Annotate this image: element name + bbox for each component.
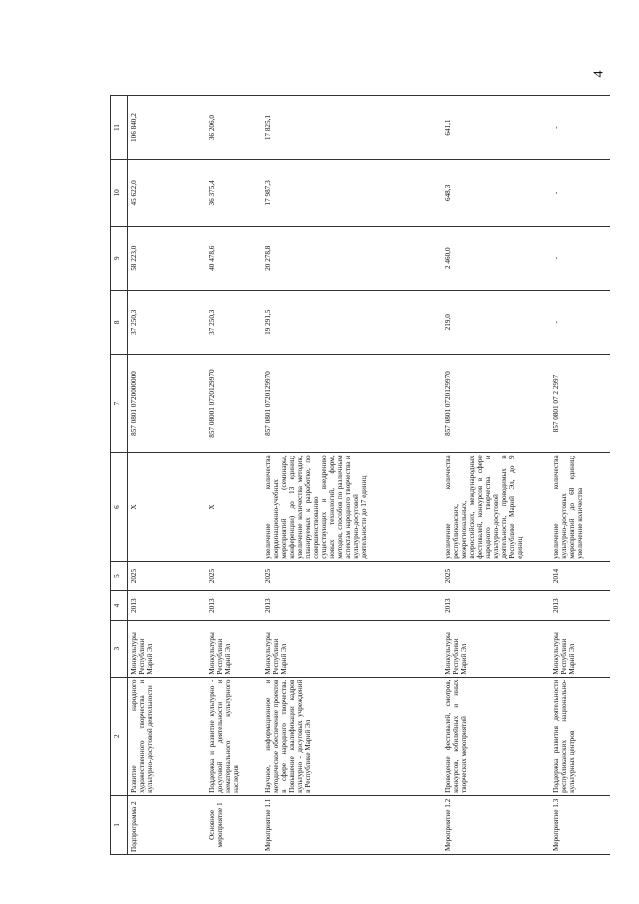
cell-name: Поддержка развития деятельности республиканских национально-культурных центров: [550, 677, 610, 795]
cell-result: увеличение количества координационно-учебных мероприятий (семинары, конференции) до 13 единиц; увеличение количества методик, планируемых к разработке, по совершенствованию существующих и внедрению новых технологий, форм, методов, способов по различным аспектам народного творчества и культурно-досуговой деятельности до 17 единиц: [262, 453, 442, 561]
cell-start: 2013: [262, 591, 442, 621]
cell-status: Мероприятие 1.3: [550, 795, 610, 854]
cell-value: 641,1: [442, 96, 550, 160]
cell-value: 37 250,3: [128, 290, 206, 354]
cell-start: 2013: [206, 591, 262, 621]
cell-value: 17 825,1: [262, 96, 442, 160]
cell-name: Проведение фестивалей, смотров, конкурсов, юбилейных и иных творческих мероприятий: [442, 677, 550, 795]
cell-value: 106 840,2: [128, 96, 206, 160]
cell-code: 857 0801 0720000000: [128, 354, 206, 453]
cell-executor: Минкультуры Республики Марий Эл: [550, 620, 610, 677]
cell-value: 20 278,8: [262, 226, 442, 290]
cell-end: 2025: [442, 561, 550, 591]
cell-end: 2014: [550, 561, 610, 591]
rotated-table-container: [110, 95, 584, 855]
col-header: 2: [111, 677, 128, 795]
cell-end: 2025: [128, 561, 206, 591]
cell-value: 45 622,0: [128, 160, 206, 227]
cell-code: 857 0801 0720129970: [262, 354, 442, 453]
cell-name: Научное, информационное и методическое обеспечение проектов в сфере народного творчества. Повышение квалификации кадров культурно - досуговых учреждений в Республике Марий Эл: [262, 677, 442, 795]
cell-value: 19 291,5: [262, 290, 442, 354]
cell-code: 857 08001 0720129970: [206, 354, 262, 453]
cell-executor: Минкультуры Республики Марий Эл: [128, 620, 206, 677]
col-header: 6: [111, 453, 128, 561]
table-row: [128, 96, 206, 855]
col-header: 9: [111, 226, 128, 290]
cell-status: Подпрограмма 2: [128, 795, 206, 854]
cell-value: -: [550, 226, 610, 290]
table-row: [262, 96, 442, 855]
cell-value: 37 250,3: [206, 290, 262, 354]
cell-status: Мероприятие 1.1: [262, 795, 442, 854]
cell-executor: Минкультуры Республики Марий Эл: [442, 620, 550, 677]
col-header: 5: [111, 561, 128, 591]
cell-value: 648,3: [442, 160, 550, 227]
cell-result: X: [128, 453, 206, 561]
col-header: 11: [111, 96, 128, 160]
cell-value: -: [550, 160, 610, 227]
cell-start: 2013: [442, 591, 550, 621]
col-header: 4: [111, 591, 128, 621]
cell-code: 857 0801 07 2 2997: [550, 354, 610, 453]
table-row: [206, 96, 262, 855]
cell-value: 17 987,3: [262, 160, 442, 227]
cell-result: X: [206, 453, 262, 561]
cell-value: 58 223,0: [128, 226, 206, 290]
col-header: 10: [111, 160, 128, 227]
cell-value: 36 375,4: [206, 160, 262, 227]
cell-name: Поддержка и развитие культурно - досуговой деятельности и нематериального культурного наследия: [206, 677, 262, 795]
page-number: 4: [591, 70, 607, 78]
cell-result: увеличение количества культурно-досуговых мероприятий до 68 единиц; увеличение количества: [550, 453, 610, 561]
cell-start: 2013: [550, 591, 610, 621]
cell-value: 2 460,0: [442, 226, 550, 290]
cell-value: -: [550, 96, 610, 160]
col-header: 7: [111, 354, 128, 453]
col-header: 8: [111, 290, 128, 354]
cell-end: 2025: [206, 561, 262, 591]
cell-code: 857 0801 0720129970: [442, 354, 550, 453]
cell-executor: Минкультуры Республики Марий Эл: [206, 620, 262, 677]
cell-value: -: [550, 290, 610, 354]
cell-name: Развитие народного художественного творчества и культурно-досуговой деятельности: [128, 677, 206, 795]
col-header: 1: [111, 795, 128, 854]
cell-value: 219,0: [442, 290, 550, 354]
col-header: 3: [111, 620, 128, 677]
cell-result: увеличение количества республиканских, межрегиональных, всероссийских, международных фестивалей, конкурсов в сфере народного творчества и культурно-досуговой деятельности, проводимых в Республике Марий Эл, до 9 единиц: [442, 453, 550, 561]
cell-value: 36 206,0: [206, 96, 262, 160]
cell-end: 2025: [262, 561, 442, 591]
table-row: [550, 96, 610, 855]
program-table: [110, 95, 610, 855]
cell-status: Основное мероприятие 1: [206, 795, 262, 854]
cell-executor: Минкультуры Республики Марий Эл: [262, 620, 442, 677]
header-row: [111, 96, 128, 855]
cell-status: Мероприятие 1.2: [442, 795, 550, 854]
cell-value: 40 478,6: [206, 226, 262, 290]
cell-start: 2013: [128, 591, 206, 621]
table-row: [442, 96, 550, 855]
